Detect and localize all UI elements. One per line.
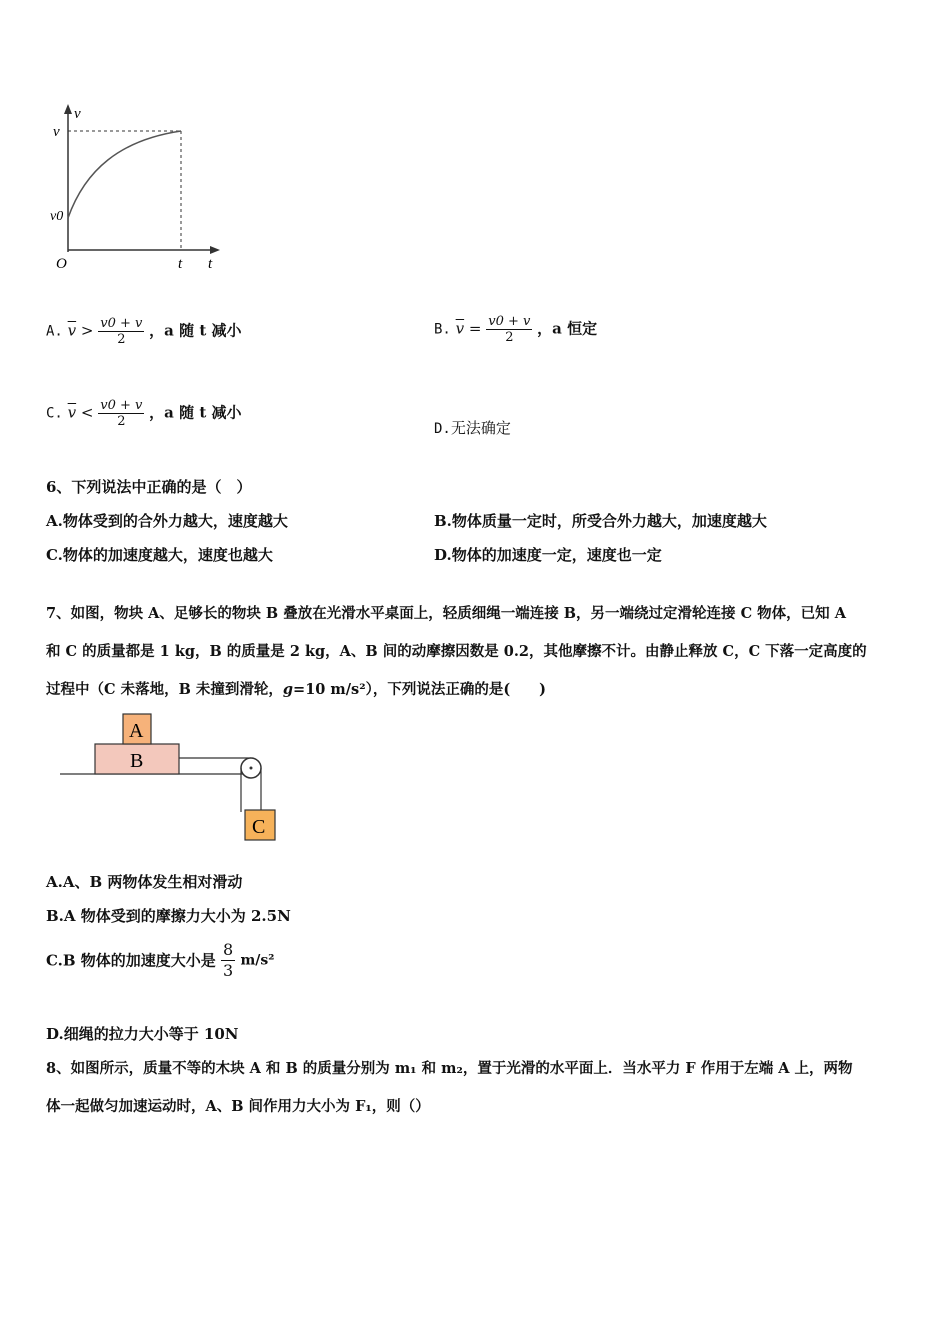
q5-option-a-letter: A.: [46, 323, 63, 340]
q7-pulley-figure: [55, 710, 295, 845]
q5-option-c-num: v0 + v: [100, 398, 143, 413]
q5-option-b-den: 2: [505, 330, 514, 345]
q5-option-a-op: >: [80, 321, 94, 340]
v0-label: v0: [50, 209, 64, 224]
q7-option-b: B.A 物体受到的摩擦力大小为 2.5N: [46, 907, 291, 925]
q7-stem: [46, 595, 916, 709]
q5-option-b-op: =: [468, 319, 482, 338]
q8-stem: [46, 1050, 853, 1126]
q5-option-c-letter: C.: [46, 405, 63, 422]
q7-option-a: A.A、B 两物体发生相对滑动: [46, 873, 243, 891]
q5-option-b-lhs: $\overline{v}$: [455, 319, 465, 338]
q6-option-d: D.物体的加速度一定，速度也一定: [434, 546, 662, 564]
q7-line-3: [46, 671, 916, 709]
q7-line-1: 7、如图，物块 A、足够长的物块 B 叠放在光滑水平桌面上，轻质细绳一端连接 B，另一端绕过定滑轮连接 C 物体，已知 A: [46, 605, 846, 622]
q7-option-c-frac: [221, 940, 235, 981]
q7-option-d: D.细绳的拉力大小等于 10N: [46, 1025, 239, 1043]
block-c-label: C: [252, 816, 266, 838]
q5-option-d: [434, 418, 511, 439]
q7-option-c-den: 3: [223, 961, 234, 980]
q6-option-b: B.物体质量一定时，所受合外力越大，加速度越大: [434, 512, 767, 530]
q5-option-c-frac: [98, 398, 144, 429]
q6-option-c: C.物体的加速度越大，速度也越大: [46, 546, 273, 564]
q5-option-c: [46, 398, 242, 429]
t-mark-label: t: [178, 256, 183, 272]
q5-option-a-den: 2: [117, 332, 126, 347]
q6-option-a: A.物体受到的合外力越大，速度越大: [46, 512, 288, 530]
q5-option-b: [434, 314, 597, 345]
x-axis-arrow: [210, 246, 220, 254]
q7-option-c-num: 8: [223, 940, 234, 959]
q5-option-d-text: 无法确定: [450, 419, 511, 437]
y-axis-arrow: [64, 104, 72, 114]
q8-line-2: 体一起做匀加速运动时，A、B 间作用力大小为 F₁，则（）: [46, 1098, 430, 1115]
q5-option-b-tail: ，a 恒定: [537, 319, 598, 338]
q7-option-c-pre: C.B 物体的加速度大小是: [46, 951, 216, 970]
q8-line-1: 8、如图所示，质量不等的木块 A 和 B 的质量分别为 m₁ 和 m₂，置于光滑的水平面上．当水平力 F 作用于左端 A 上，两物: [46, 1060, 853, 1077]
q7-option-c: [46, 940, 274, 981]
velocity-curve: [68, 131, 181, 218]
q7-line-3-g: g: [282, 681, 294, 698]
q7-line-3-pre: 过程中（C 未落地，B 未撞到滑轮，: [46, 681, 283, 698]
y-axis-label: v: [74, 106, 81, 122]
x-axis-label: t: [208, 256, 213, 272]
q7-option-c-unit: m/s²: [240, 952, 275, 969]
pulley-axle: [250, 767, 253, 770]
q5-option-b-letter: B.: [434, 321, 451, 338]
q5-option-d-letter: D.: [434, 421, 451, 437]
q5-option-c-den: 2: [117, 414, 126, 429]
q5-option-c-tail: ，a 随 t 减小: [149, 403, 242, 422]
q5-option-a-num: v0 + v: [100, 316, 143, 331]
q7-line-3-post: =10 m/s²），下列说法正确的是( ): [293, 681, 547, 698]
block-a-label: A: [129, 720, 144, 742]
v-top-label: v: [53, 124, 60, 140]
q7-line-2: 和 C 的质量都是 1 kg，B 的质量是 2 kg，A、B 间的动摩擦因数是 0.2，其他摩擦不计。由静止释放 C，C 下落一定高度的: [46, 643, 867, 660]
q5-option-b-num: v0 + v: [488, 314, 531, 329]
q6-stem: 6、下列说法中正确的是（ ）: [46, 478, 252, 496]
q5-option-a: [46, 316, 242, 347]
block-b-label: B: [130, 750, 144, 772]
q5-option-a-tail: ，a 随 t 减小: [149, 321, 242, 340]
q5-option-c-op: <: [80, 403, 94, 422]
q5-option-c-lhs: $\overline{v}$: [67, 403, 77, 422]
q5-option-a-lhs: $\overline{v}$: [67, 321, 77, 340]
q5-option-b-frac: [486, 314, 532, 345]
vt-graph: [40, 100, 240, 280]
origin-label: O: [56, 256, 67, 272]
q5-option-a-frac: [98, 316, 144, 347]
